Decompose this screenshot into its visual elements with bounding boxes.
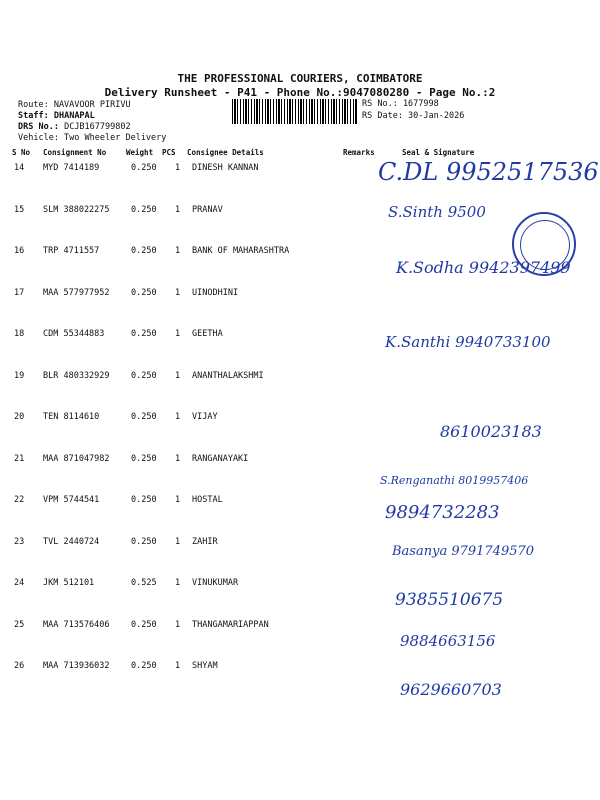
signature-row-18: K.Santhi 9940733100 [385,333,551,351]
cell-weight: 0.250 [131,619,157,630]
cell-consignee: HOSTAL [192,495,223,505]
drs-info [18,122,131,132]
cell-consignment: CDM 55344883 [43,329,105,339]
cell-consignment: TVL 2440724 [43,536,100,547]
cell-consignee: ANANTHALAKSHMI [192,370,264,381]
cell-consignment: TRP 4711557 [43,246,100,256]
drs-label: DRS No.: [18,122,59,132]
table-row [0,326,600,367]
cell-consignee: VINUKUMAR [192,578,239,588]
cell-weight: 0.250 [131,287,157,298]
table-row [0,617,600,658]
cell-weight: 0.250 [131,661,157,671]
cell-weight: 0.250 [131,453,157,464]
table-row [0,451,600,492]
staff-name: DHANAPAL [53,111,95,121]
cell-weight: 0.250 [131,495,157,505]
col-remarks: Remarks [343,148,375,157]
table-row [0,575,600,616]
cell-consignee: RANGANAYAKI [192,453,249,464]
cell-pcs: 1 [175,495,181,505]
signature-row-20: 8610023183 [440,422,542,441]
cell-consignment: SLM 388022275 [43,204,110,215]
route-info: Route: NAVAVOOR PIRIVU [18,100,131,110]
cell-sno: 18 [14,329,25,339]
cell-sno: 14 [14,163,25,173]
signature-row-16: K.Sodha 9942397499 [396,258,571,277]
rs-date: RS Date: 30-Jan-2026 [362,111,465,121]
cell-pcs: 1 [175,661,181,671]
cell-consignment: MAA 713936032 [43,661,110,671]
cell-weight: 0.525 [131,578,157,588]
barcode [232,99,358,124]
cell-consignment: BLR 480332929 [43,370,110,381]
table-row [0,658,600,699]
cell-consignment: VPM 5744541 [43,495,100,505]
cell-consignee: ZAHIR [192,536,218,547]
col-seal: Seal & Signature [402,148,475,157]
cell-consignee: BANK OF MAHARASHTRA [192,246,290,256]
drs-value: DCJB167799802 [64,122,131,132]
cell-sno: 19 [14,370,25,381]
cell-consignee: DINESH KANNAN [192,163,259,173]
cell-weight: 0.250 [131,370,157,381]
table-row [0,160,600,201]
vehicle-info: Vehicle: Two Wheeler Delivery [18,133,167,143]
table-header [0,146,600,160]
table-row [0,409,600,450]
cell-pcs: 1 [175,163,181,173]
signature-row-24: 9385510675 [395,590,504,610]
cell-consignment: JKM 512101 [43,578,95,588]
cell-consignee: VIJAY [192,412,218,422]
signature-row-22: 9894732283 [385,502,500,523]
table-row [0,492,600,533]
cell-pcs: 1 [175,287,181,298]
cell-sno: 25 [14,619,25,630]
signature-row-15: S.Sinth 9500 [388,203,486,221]
signature-row-21: S.Renganathi 8019957406 [380,474,529,487]
staff-info [18,111,95,121]
col-consignee: Consignee Details [187,148,264,157]
cell-consignee: SHYAM [192,661,218,671]
cell-pcs: 1 [175,246,181,256]
cell-sno: 22 [14,495,25,505]
cell-sno: 24 [14,578,25,588]
table-row [0,368,600,409]
cell-pcs: 1 [175,204,181,215]
table-row [0,202,600,243]
cell-weight: 0.250 [131,412,157,422]
cell-sno: 26 [14,661,25,671]
cell-consignment: MYD 7414189 [43,163,100,173]
cell-consignee: UINODHINI [192,287,239,298]
col-consignment: Consignment No [43,148,107,157]
table-row [0,243,600,284]
col-weight: Weight [126,148,154,157]
cell-weight: 0.250 [131,329,157,339]
cell-pcs: 1 [175,578,181,588]
cell-sno: 17 [14,287,25,298]
signature-row-23: Basanya 9791749570 [392,544,535,559]
col-pcs: PCS [162,148,176,157]
cell-consignee: THANGAMARIAPPAN [192,619,269,630]
table-row [0,534,600,575]
cell-pcs: 1 [175,370,181,381]
cell-weight: 0.250 [131,204,157,215]
cell-weight: 0.250 [131,246,157,256]
cell-pcs: 1 [175,329,181,339]
cell-pcs: 1 [175,536,181,547]
cell-sno: 20 [14,412,25,422]
table-row [0,285,600,326]
cell-consignment: MAA 577977952 [43,287,110,298]
rs-number: RS No.: 1677998 [362,99,439,109]
col-sno: S No [12,148,31,157]
signature-row-25: 9884663156 [400,632,496,650]
cell-consignment: MAA 871047982 [43,453,110,464]
cell-weight: 0.250 [131,163,157,173]
runsheet-title: THE PROFESSIONAL COURIERS, COIMBATORE [177,72,423,85]
cell-sno: 15 [14,204,25,215]
cell-sno: 16 [14,246,25,256]
cell-consignment: MAA 713576406 [43,619,110,630]
signature-row-14: C.DL 9952517536 [378,158,599,186]
cell-sno: 23 [14,536,25,547]
cell-pcs: 1 [175,619,181,630]
staff-label: Staff: [18,111,49,121]
cell-consignee: GEETHA [192,329,223,339]
signature-row-26: 9629660703 [400,680,502,699]
cell-consignment: TEN 8114610 [43,412,100,422]
cell-weight: 0.250 [131,536,157,547]
cell-pcs: 1 [175,453,181,464]
runsheet-subtitle: Delivery Runsheet - P41 - Phone No.:9047080280 - Page No.:2 [104,86,496,99]
cell-consignee: PRANAV [192,204,223,215]
cell-pcs: 1 [175,412,181,422]
cell-sno: 21 [14,453,25,464]
